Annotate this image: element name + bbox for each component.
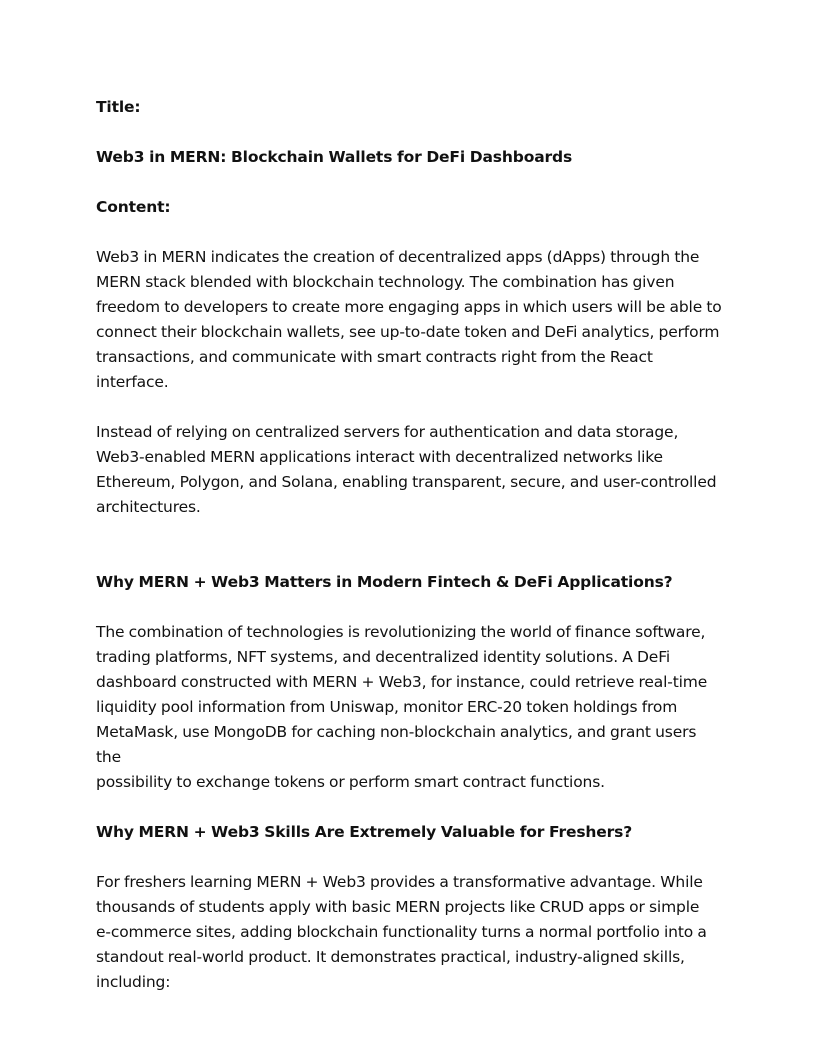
document-title: Web3 in MERN: Blockchain Wallets for DeFi Dashboards bbox=[96, 148, 573, 166]
paragraph-line: dashboard constructed with MERN + Web3, for instance, could retrieve real-time bbox=[96, 673, 708, 691]
section-1-paragraph bbox=[96, 620, 724, 795]
paragraph-line: Web3 in MERN indicates the creation of decentralized apps (dApps) through the bbox=[96, 248, 700, 266]
paragraph-line: MetaMask, use MongoDB for caching non-blockchain analytics, and grant users the bbox=[96, 723, 697, 766]
paragraph-line: freedom to developers to create more engaging apps in which users will be able to bbox=[96, 298, 722, 316]
paragraph-line: standout real-world product. It demonstrates practical, industry-aligned skills, bbox=[96, 948, 685, 966]
paragraph-line: thousands of students apply with basic MERN projects like CRUD apps or simple bbox=[96, 898, 700, 916]
paragraph-line: Ethereum, Polygon, and Solana, enabling transparent, secure, and user-controlled bbox=[96, 473, 717, 491]
paragraph-line: MERN stack blended with blockchain technology. The combination has given bbox=[96, 273, 675, 291]
content-label: Content: bbox=[96, 198, 171, 216]
paragraph-line: The combination of technologies is revolutionizing the world of finance software, bbox=[96, 623, 706, 641]
paragraph-line: transactions, and communicate with smart contracts right from the React interface. bbox=[96, 348, 653, 391]
paragraph-line: architectures. bbox=[96, 498, 201, 516]
paragraph-line: For freshers learning MERN + Web3 provides a transformative advantage. While bbox=[96, 873, 703, 891]
paragraph-line: e-commerce sites, adding blockchain functionality turns a normal portfolio into a bbox=[96, 923, 707, 941]
intro-paragraph-1 bbox=[96, 245, 724, 395]
paragraph-line: Instead of relying on centralized servers for authentication and data storage, bbox=[96, 423, 679, 441]
section-2-paragraph bbox=[96, 870, 724, 995]
paragraph-line: Web3-enabled MERN applications interact with decentralized networks like bbox=[96, 448, 663, 466]
title-label: Title: bbox=[96, 98, 141, 116]
section-2-heading: Why MERN + Web3 Skills Are Extremely Valuable for Freshers? bbox=[96, 823, 633, 841]
document-page bbox=[96, 95, 724, 995]
paragraph-line: liquidity pool information from Uniswap, monitor ERC-20 token holdings from bbox=[96, 698, 678, 716]
paragraph-line: possibility to exchange tokens or perform smart contract functions. bbox=[96, 773, 605, 791]
paragraph-line: including: bbox=[96, 973, 171, 991]
paragraph-line: connect their blockchain wallets, see up-to-date token and DeFi analytics, perform bbox=[96, 323, 720, 341]
intro-paragraph-2 bbox=[96, 420, 724, 520]
section-1-heading: Why MERN + Web3 Matters in Modern Fintech & DeFi Applications? bbox=[96, 573, 673, 591]
paragraph-line: trading platforms, NFT systems, and decentralized identity solutions. A DeFi bbox=[96, 648, 670, 666]
